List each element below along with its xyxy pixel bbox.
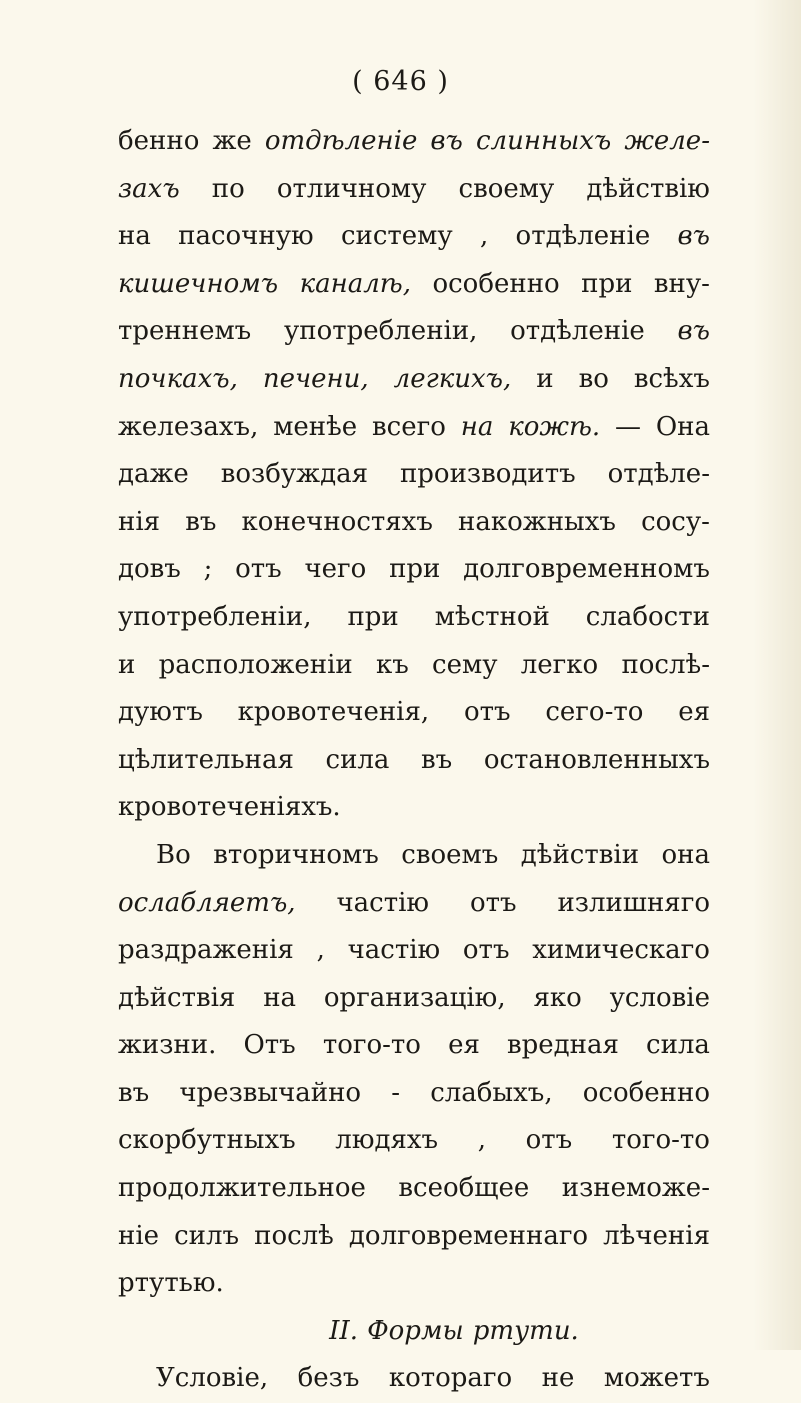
word: слабыхъ,	[430, 1077, 553, 1108]
word: въ	[185, 506, 217, 537]
word: железахъ,	[118, 411, 259, 442]
word: чрезвычайно	[179, 1077, 362, 1108]
word: на	[118, 221, 151, 252]
text-line	[118, 832, 710, 880]
word: послѣ	[254, 1220, 334, 1251]
text-line	[118, 1117, 710, 1165]
word: Отъ	[243, 1030, 296, 1061]
word: въ	[430, 126, 463, 156]
word: сему	[432, 649, 498, 680]
word: особенно	[582, 1077, 710, 1108]
word: особенно	[432, 268, 560, 299]
word: же	[212, 126, 252, 156]
word: легкихъ,	[393, 363, 512, 394]
word: отъ	[462, 935, 510, 966]
word: ослабляетъ,	[118, 887, 296, 918]
word: изнеможе-	[561, 1173, 710, 1204]
text-line	[118, 594, 710, 642]
word: ніе	[118, 1220, 160, 1251]
word: жизни.	[118, 1030, 217, 1061]
word: —	[614, 411, 641, 442]
word: въ	[677, 316, 710, 347]
text-line	[118, 1355, 710, 1403]
word: скорбутныхъ	[118, 1125, 296, 1156]
word: -	[391, 1077, 401, 1108]
word: послѣ-	[621, 649, 710, 680]
word: пасочную	[178, 221, 314, 252]
word: всеобщее	[398, 1173, 530, 1204]
word: желе-	[624, 126, 710, 156]
word: ;	[203, 554, 213, 585]
word: отдѣленіе	[515, 221, 651, 252]
word: дѣйствіи	[520, 839, 640, 870]
word: вну-	[653, 268, 710, 299]
word: отъ	[469, 887, 517, 918]
word: безъ	[297, 1363, 360, 1394]
word: конечностяхъ	[241, 506, 433, 537]
word: вторичномъ	[213, 839, 379, 870]
word: ея	[448, 1030, 480, 1061]
word: всѣхъ	[633, 363, 710, 394]
word: расположеніи	[158, 649, 353, 680]
word: каналѣ,	[299, 268, 412, 299]
word: мѣстной	[434, 601, 550, 632]
text-line	[118, 737, 710, 785]
word: остановленныхъ	[483, 744, 710, 775]
word: раздраженія	[118, 935, 294, 966]
word: на	[263, 982, 297, 1013]
word: Формы	[367, 1315, 464, 1346]
word: кровотеченіяхъ.	[118, 792, 341, 823]
word: къ	[375, 649, 409, 680]
word: по	[211, 173, 245, 204]
word: бенно	[118, 126, 200, 156]
text-line	[118, 404, 710, 452]
word: и	[536, 363, 554, 394]
word: употребленіи,	[283, 316, 478, 347]
text-line	[118, 1213, 710, 1261]
word: сего-то	[545, 697, 644, 728]
word: въ	[677, 221, 710, 252]
word: накожныхъ	[458, 506, 616, 537]
text-line	[118, 689, 710, 737]
word: своему	[458, 173, 555, 204]
word: чего	[304, 554, 367, 585]
word: цѣлительная	[118, 744, 294, 775]
word: того-то	[322, 1030, 421, 1061]
word: систему	[340, 221, 453, 252]
word: всего	[372, 411, 446, 442]
word: производитъ	[399, 459, 576, 490]
word: въ	[118, 1077, 150, 1108]
word: можетъ	[603, 1363, 710, 1394]
word: кожѣ.	[508, 411, 601, 442]
word: въ	[421, 744, 453, 775]
word: II.	[329, 1315, 358, 1346]
word: долговременномъ	[463, 554, 710, 585]
word: лѣченія	[603, 1220, 710, 1251]
word: долговременнаго	[348, 1220, 589, 1251]
word: отдѣленіе	[264, 126, 418, 156]
word: дѣйствію	[586, 173, 710, 204]
word: отъ	[235, 554, 282, 585]
word: нія	[118, 506, 161, 537]
word: отличному	[276, 173, 427, 204]
page-edge-shadow	[753, 0, 801, 1350]
text-line	[118, 1022, 710, 1070]
word: химическаго	[532, 935, 710, 966]
text-line	[118, 1260, 710, 1308]
word: сила	[646, 1030, 710, 1061]
word: людяхъ	[335, 1125, 439, 1156]
text-line	[118, 166, 710, 214]
text-line	[118, 308, 710, 356]
word: своемъ	[401, 839, 499, 870]
word: слинныхъ	[475, 126, 612, 156]
word: на	[460, 411, 494, 442]
word: Она	[655, 411, 710, 442]
word: ея	[678, 697, 710, 728]
text-line	[118, 1070, 710, 1118]
word: того-то	[611, 1125, 710, 1156]
word: при	[581, 268, 633, 299]
word: отъ	[463, 697, 511, 728]
word: котораго	[388, 1363, 513, 1394]
word: слабости	[585, 601, 710, 632]
text-line	[118, 1165, 710, 1213]
word: она	[661, 839, 710, 870]
word: и	[118, 649, 136, 680]
word: легко	[520, 649, 599, 680]
word: яко	[533, 982, 582, 1013]
word: треннемъ	[118, 316, 252, 347]
word: ,	[477, 1125, 486, 1156]
word: кишечномъ	[118, 268, 279, 299]
word: условіе	[609, 982, 710, 1013]
text-line	[118, 118, 710, 166]
section-heading	[118, 1308, 710, 1356]
word: отъ	[525, 1125, 573, 1156]
text-line	[118, 499, 710, 547]
word: кровотеченія,	[237, 697, 430, 728]
word: Во	[156, 839, 191, 870]
word: отдѣленіе	[510, 316, 645, 347]
word: менѣе	[273, 411, 358, 442]
word: продолжительное	[118, 1173, 366, 1204]
word: сосу-	[641, 506, 710, 537]
text-line	[118, 642, 710, 690]
word: не	[541, 1363, 575, 1394]
word: ,	[479, 221, 489, 252]
body-text	[118, 118, 710, 1403]
word: вредная	[506, 1030, 619, 1061]
text-line	[118, 880, 710, 928]
word: ртути.	[472, 1315, 579, 1346]
word: частію	[336, 887, 430, 918]
word: дуютъ	[118, 697, 203, 728]
word: ,	[316, 935, 325, 966]
word: сила	[325, 744, 390, 775]
word: во	[578, 363, 609, 394]
text-line	[118, 213, 710, 261]
text-line	[118, 784, 710, 832]
word: Условіе,	[156, 1363, 269, 1394]
word: даже	[118, 459, 189, 490]
page-number: ( 646 )	[352, 66, 449, 97]
word: захъ	[118, 173, 180, 204]
text-line	[118, 927, 710, 975]
word: при	[347, 601, 399, 632]
word: печени,	[262, 363, 369, 394]
word: довъ	[118, 554, 181, 585]
word: излишняго	[557, 887, 710, 918]
word: при	[389, 554, 441, 585]
word: силъ	[174, 1220, 240, 1251]
text-line	[118, 356, 710, 404]
word: отдѣле-	[607, 459, 710, 490]
word: ртутью.	[118, 1268, 224, 1299]
text-line	[118, 975, 710, 1023]
word: частію	[347, 935, 441, 966]
text-line	[118, 546, 710, 594]
word: почкахъ,	[118, 363, 238, 394]
text-line	[118, 451, 710, 499]
word: организацію,	[323, 982, 506, 1013]
word: дѣйствія	[118, 982, 236, 1013]
word: возбуждая	[220, 459, 369, 490]
text-line	[118, 261, 710, 309]
word: употребленіи,	[118, 601, 312, 632]
